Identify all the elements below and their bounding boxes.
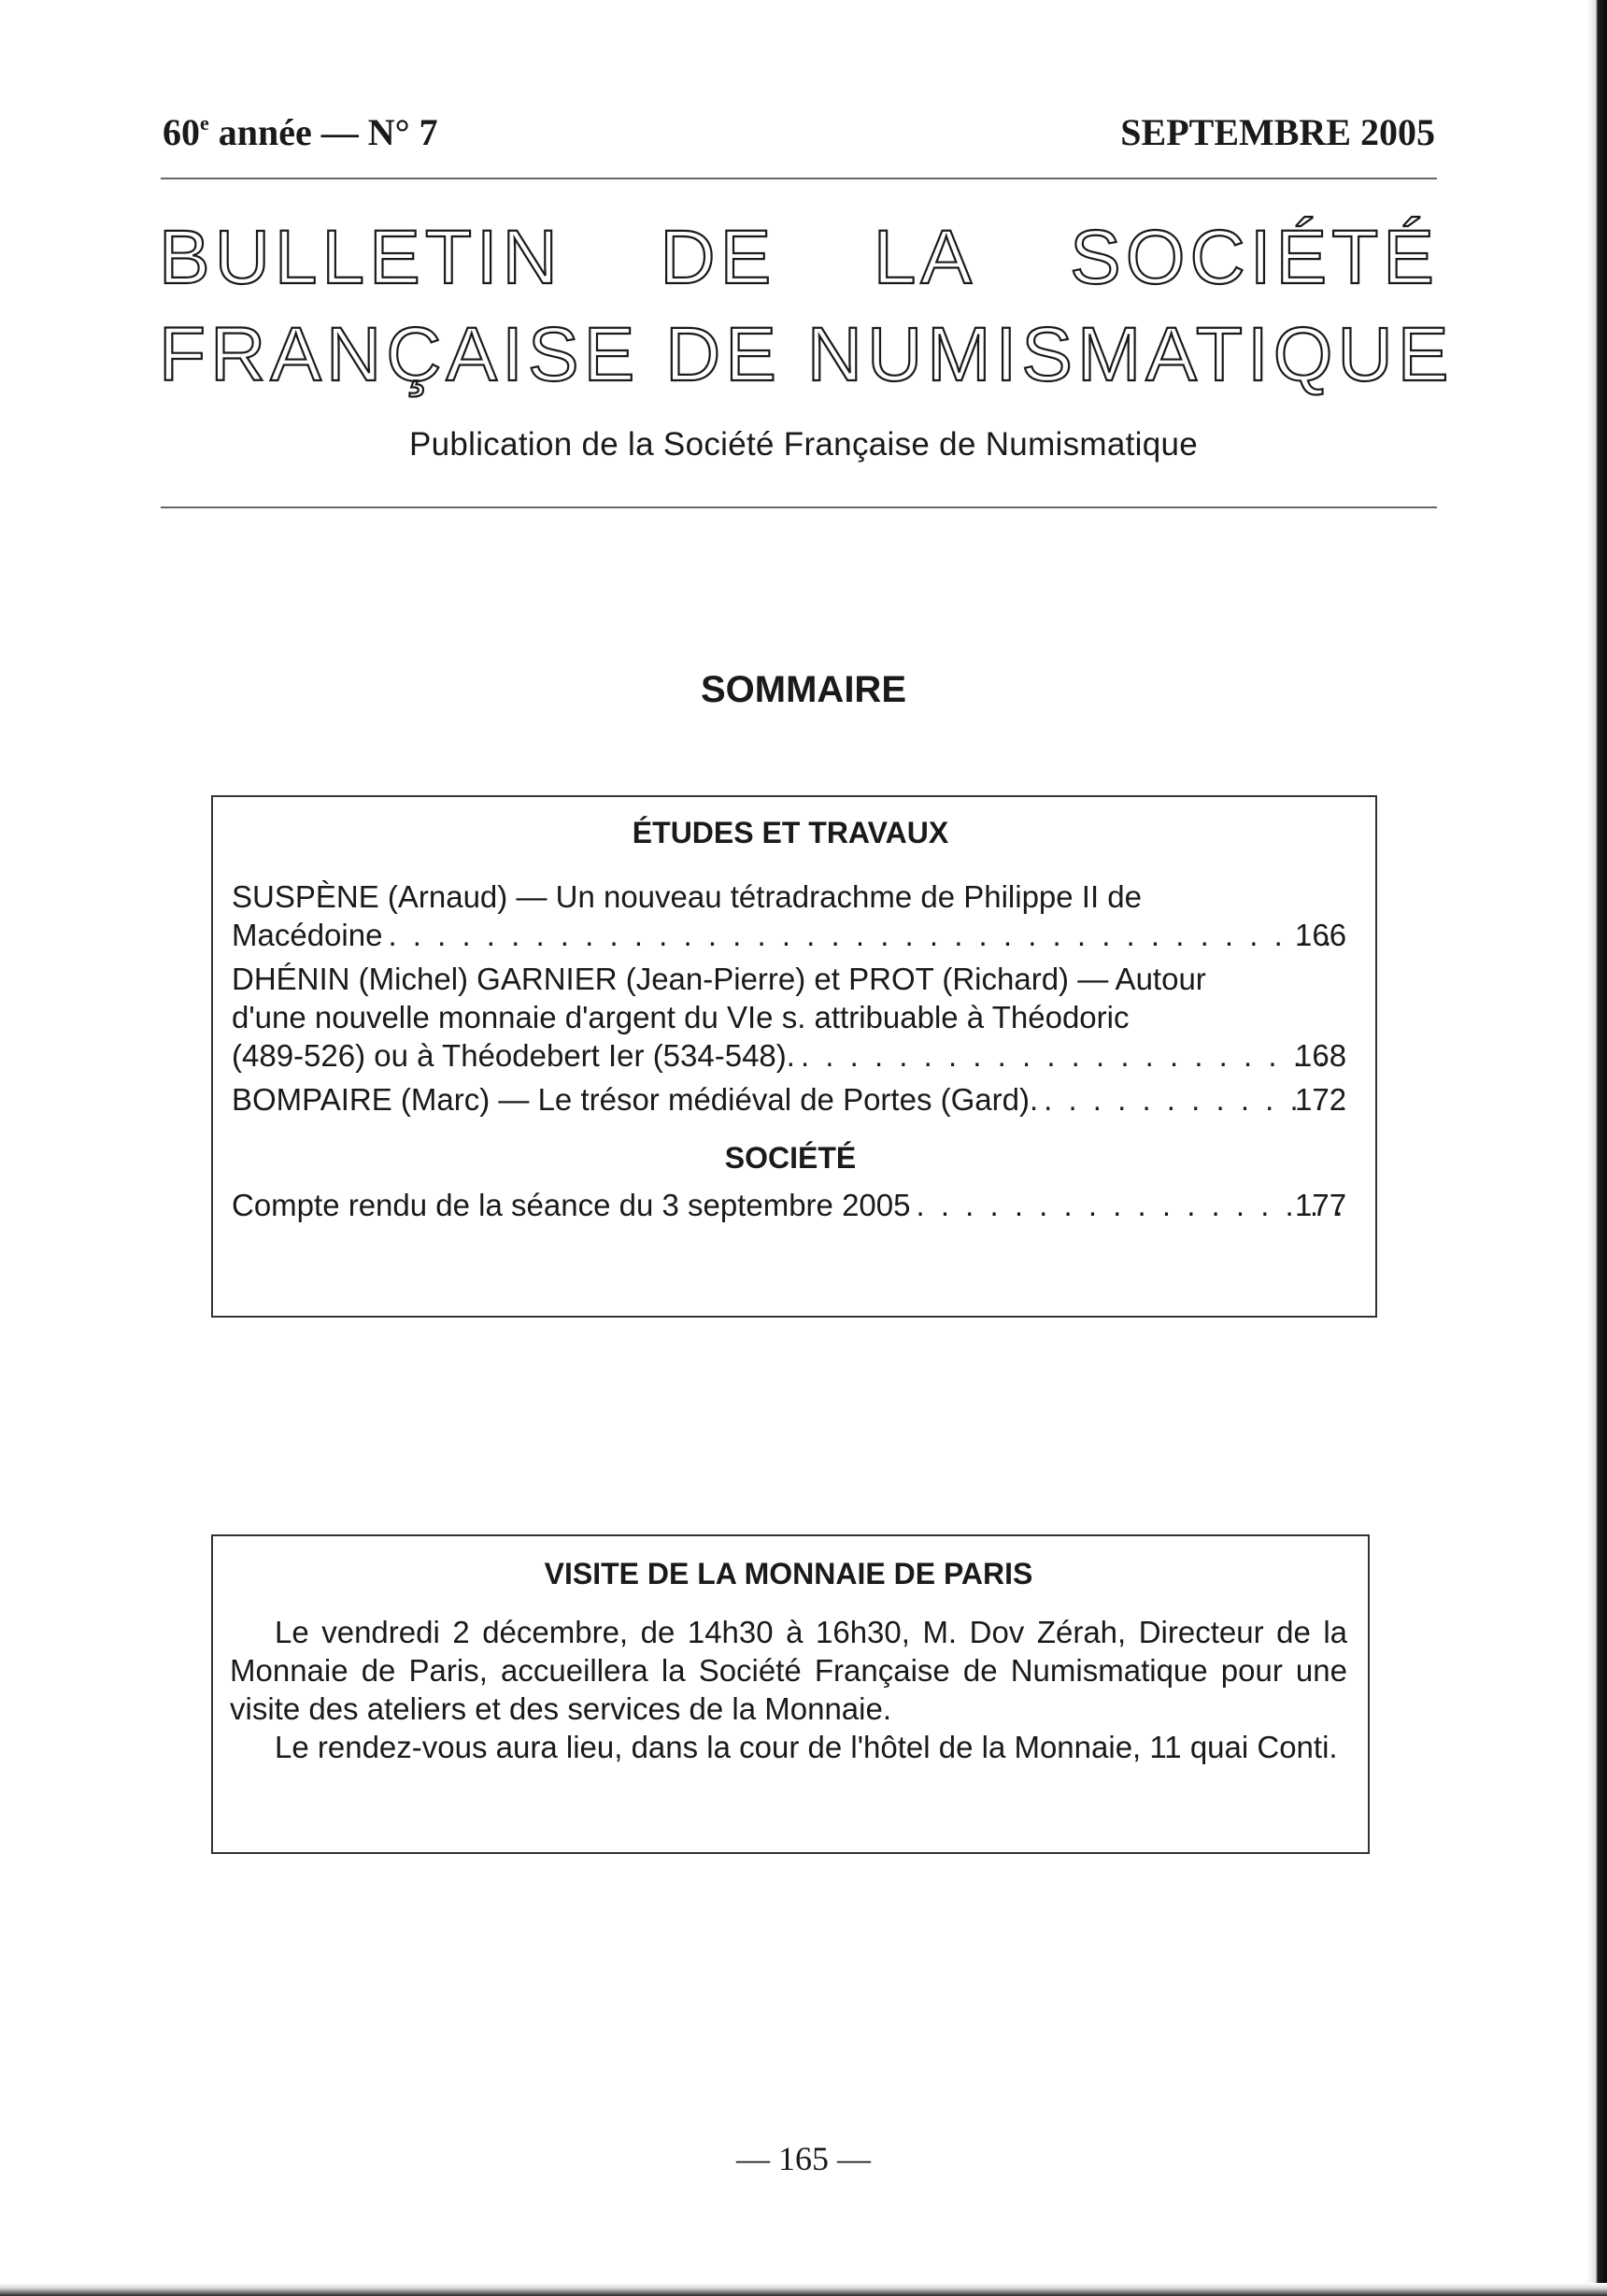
toc-entries-etudes (232, 877, 1349, 1119)
toc-entry-last-line: Compte rendu de la séance du 3 septembre 2005 (232, 1188, 911, 1222)
notice-paragraph-1: Le vendredi 2 décembre, de 14h30 à 16h30, M. Dov Zérah, Directeur de la Monnaie de Paris, accueillera la Société Française de Numismatique pour une visite des ateliers et des services de la Monnaie. (230, 1615, 1347, 1726)
toc-entry-last-line: Macédoine (232, 918, 383, 952)
toc-entry-line: DHÉNIN (Michel) GARNIER (Jean-Pierre) et PROT (Richard) — Autour (232, 962, 1206, 996)
toc-entry-last-line: (489-526) ou à Théodebert Ier (534-548). (232, 1038, 795, 1073)
notice-paragraph-2: Le rendez-vous aura lieu, dans la cour de l'hôtel de la Monnaie, 11 quai Conti. (275, 1730, 1338, 1764)
toc-entry-leader-line: (489-526) ou à Théodebert Ier (534-548). . . . 168 (286, 1036, 1349, 1075)
dot-leader (801, 1036, 1344, 1075)
toc-entry-suspene[interactable] (232, 877, 1349, 954)
scan-edge-bottom (0, 2283, 1607, 2296)
toc-entry-bompaire[interactable] (232, 1080, 1349, 1119)
sommaire-heading: SOMMAIRE (701, 669, 906, 710)
section-heading-etudes: ÉTUDES ET TRAVAUX (632, 816, 949, 849)
toc-entry-line: SUSPÈNE (Arnaud) — Un nouveau tétradrachme de Philippe II de (232, 879, 1143, 914)
section-heading-societe: SOCIÉTÉ (724, 1141, 857, 1175)
toc-entry-last-line: BOMPAIRE (Marc) — Le trésor médiéval de Portes (Gard). (232, 1082, 1039, 1117)
publication-line: Publication de la Société Française de Numismatique (408, 426, 1199, 463)
issue-header (163, 110, 1435, 166)
toc-entry-leader-line: BOMPAIRE (Marc) — Le trésor médiéval de Portes (Gard). . . . 172 (286, 1080, 1349, 1119)
visit-notice (211, 1534, 1370, 1854)
issue-number (163, 110, 438, 154)
toc-entry-leader-line: Macédoine . . . 166 (286, 916, 1349, 954)
issue-date: SEPTEMBRE 2005 (1120, 111, 1435, 153)
header-rule-top (161, 178, 1437, 179)
page-number: — 165 — (736, 2140, 871, 2177)
toc-entry-compte-rendu[interactable] (232, 1186, 1349, 1224)
issue-year-number: 60 (163, 111, 200, 153)
scan-edge-right (1586, 0, 1607, 2296)
notice-title: VISITE DE LA MONNAIE DE PARIS (544, 1557, 1033, 1590)
issue-year-suffix: e (200, 111, 209, 135)
table-of-contents (211, 795, 1377, 1318)
journal-title-line-1: BULLETIN DE LA SOCIÉTÉ (159, 215, 1439, 300)
toc-entries-societe (232, 1186, 1349, 1224)
dot-leader (388, 916, 1344, 954)
toc-entry-leader-line: Compte rendu de la séance du 3 septembre 2005 . . . 177 (286, 1186, 1349, 1224)
header-rule-bottom (161, 506, 1437, 508)
dot-leader (916, 1186, 1344, 1224)
toc-entry-dhenin[interactable] (232, 960, 1349, 1075)
issue-year-word: année — N° 7 (208, 111, 438, 153)
journal-title-line-2: FRANÇAISE DE NUMISMATIQUE (159, 312, 1454, 397)
toc-entry-line: d'une nouvelle monnaie d'argent du VIe s. attribuable à Théodoric (232, 1000, 1130, 1034)
journal-title (159, 209, 1454, 404)
notice-body (230, 1613, 1347, 1766)
